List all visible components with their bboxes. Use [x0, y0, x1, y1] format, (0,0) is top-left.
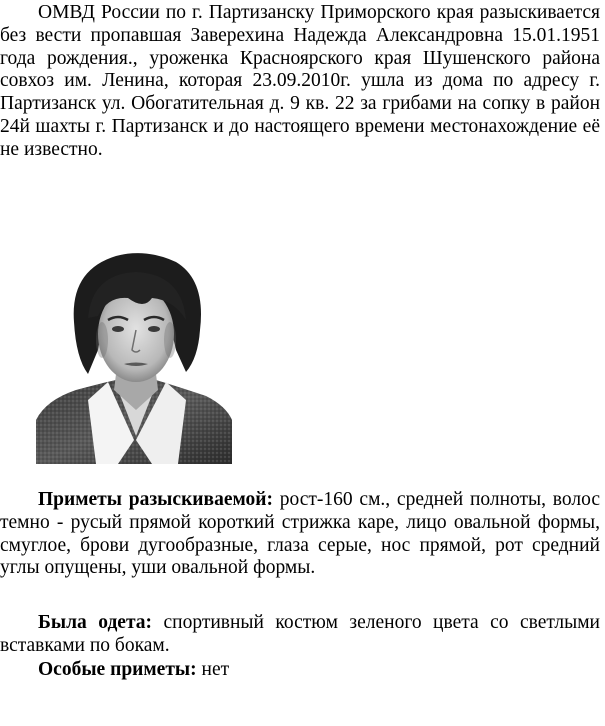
clothing-text: спортивный костюм зеленого цвета со светлыми вставками по бокам.: [0, 612, 600, 656]
special-marks-text: нет: [196, 659, 230, 680]
description-paragraph: [0, 489, 600, 580]
clothing-paragraph: [0, 612, 600, 658]
missing-person-photo: [36, 240, 232, 464]
special-marks-label: Особые приметы:: [38, 659, 197, 680]
special-marks-paragraph: [0, 659, 600, 682]
description-label: Приметы разыскиваемой:: [38, 489, 273, 510]
intro-text: ОМВД России по г. Партизанску Приморского края разыскивается без вести пропавшая Заверехина Надежда Александровна 15.01.1951 года рождения., уроженка Красноярского края Шушенского района совхоз им. Ленина, которая 23.09.2010г. ушла из дома по адресу г. Партизанск ул. Обогатительная д. 9 кв. 22 за грибами на сопку в район 24й шахты г. Партизанск и до настоящего времени местонахождение её не известно.: [0, 2, 600, 160]
description-text: рост-160 см., средней полноты, волос темно - русый прямой короткий стрижка каре, лицо овальной формы, смуглое, брови дугообразные, глаза серые, нос прямой, рот средний углы опущены, уши овальной формы.: [0, 489, 600, 579]
clothing-label: Была одета:: [38, 612, 153, 633]
intro-paragraph: [0, 2, 600, 162]
